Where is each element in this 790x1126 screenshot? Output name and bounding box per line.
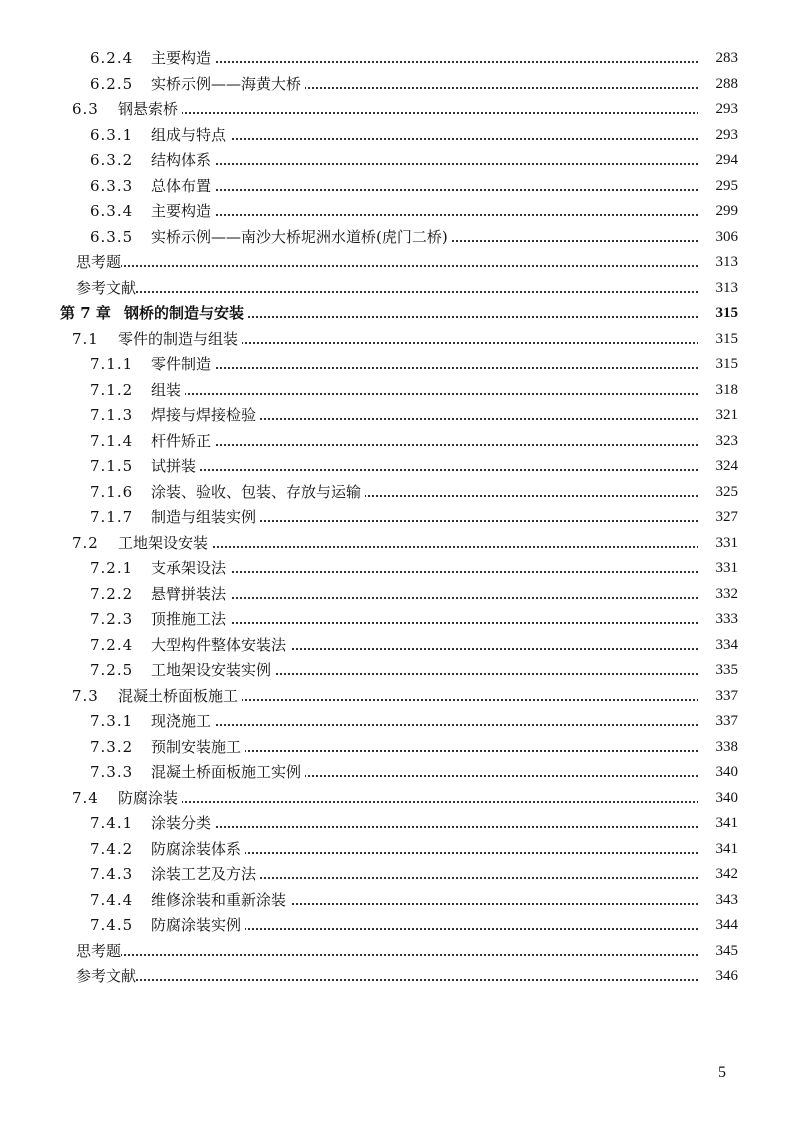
toc-entry-title: 零件制造 bbox=[151, 352, 215, 378]
toc-entry-page: 335 bbox=[698, 658, 738, 684]
toc-entry-page: 313 bbox=[698, 250, 738, 276]
toc-entry-number: 7.2.4 bbox=[90, 635, 134, 654]
dot-leader bbox=[151, 367, 730, 369]
toc-entry-title: 工地架设安装 bbox=[118, 531, 212, 557]
toc-entry-page: 340 bbox=[698, 760, 738, 786]
toc-entry bbox=[0, 250, 790, 276]
toc-entry bbox=[0, 148, 790, 174]
toc-entry-page: 346 bbox=[698, 964, 738, 990]
toc-entry-title: 组成与特点 bbox=[151, 123, 230, 149]
toc-entry-number: 7.2.2 bbox=[90, 584, 134, 603]
toc-entry-number: 6.3.1 bbox=[90, 125, 134, 144]
toc-entry-title: 工地架设安装实例 bbox=[151, 658, 275, 684]
toc-entry-page: 288 bbox=[698, 72, 738, 98]
dot-leader bbox=[151, 189, 730, 191]
toc-entry bbox=[0, 735, 790, 761]
toc-entry bbox=[0, 939, 790, 965]
dot-leader bbox=[76, 979, 730, 981]
toc-entry-title: 防腐涂装实例 bbox=[151, 913, 245, 939]
dot-leader bbox=[118, 801, 730, 803]
toc-entry-title: 主要构造 bbox=[151, 199, 215, 225]
toc-entry-title: 钢悬索桥 bbox=[118, 97, 182, 123]
toc-entry bbox=[0, 276, 790, 302]
toc-entry bbox=[0, 811, 790, 837]
toc-entry bbox=[0, 403, 790, 429]
toc-entry-number: 7.4.2 bbox=[90, 839, 134, 858]
toc-entry-page: 331 bbox=[698, 531, 738, 557]
toc-entry-page: 294 bbox=[698, 148, 738, 174]
toc-entry-page: 315 bbox=[698, 352, 738, 378]
toc-entry-page: 343 bbox=[698, 888, 738, 914]
toc-entry-number: 6.2.5 bbox=[90, 74, 134, 93]
toc-entry-title: 防腐涂装 bbox=[118, 786, 182, 812]
toc-entry-page: 293 bbox=[698, 123, 738, 149]
toc-entry-number: 7.4.3 bbox=[90, 865, 134, 883]
toc-entry bbox=[0, 888, 790, 914]
dot-leader bbox=[151, 138, 730, 140]
toc-entry-title: 混凝土桥面板施工 bbox=[118, 684, 242, 710]
toc-entry bbox=[0, 301, 790, 327]
toc-entry-number: 6.3.4 bbox=[90, 202, 134, 220]
toc-entry-title: 顶推施工法 bbox=[151, 607, 230, 633]
toc-entry-page: 340 bbox=[698, 786, 738, 812]
toc-entry-title: 组装 bbox=[151, 378, 185, 404]
toc-entry-page: 331 bbox=[698, 556, 738, 582]
toc-entry-title: 制造与组装实例 bbox=[151, 505, 260, 531]
toc-entry bbox=[0, 352, 790, 378]
toc-entry-page: 295 bbox=[698, 174, 738, 200]
toc-entry-page: 318 bbox=[698, 378, 738, 404]
toc-entry-title: 现浇施工 bbox=[151, 709, 215, 735]
toc-entry-page: 341 bbox=[698, 837, 738, 863]
toc-entry bbox=[0, 174, 790, 200]
toc-entry-number: 6.3.2 bbox=[90, 151, 134, 169]
toc-entry bbox=[0, 378, 790, 404]
toc-entry bbox=[0, 72, 790, 98]
toc-entry-title: 主要构造 bbox=[151, 46, 215, 72]
toc-entry-title: 支承架设法 bbox=[151, 556, 230, 582]
toc-entry-number: 7.3.3 bbox=[90, 763, 134, 781]
toc-entry bbox=[0, 709, 790, 735]
toc-entry bbox=[0, 582, 790, 608]
toc-entry bbox=[0, 505, 790, 531]
toc-entry-number: 7.4 bbox=[72, 788, 99, 807]
toc-entry-number: 7.1.6 bbox=[90, 482, 134, 501]
toc-entry-page: 283 bbox=[698, 46, 738, 72]
dot-leader bbox=[151, 444, 730, 446]
toc-entry-page: 334 bbox=[698, 633, 738, 659]
toc-entry-page: 299 bbox=[698, 199, 738, 225]
dot-leader bbox=[151, 469, 730, 471]
dot-leader bbox=[76, 954, 730, 956]
toc-entry-title: 涂装、验收、包装、存放与运输 bbox=[151, 480, 365, 506]
toc-entry bbox=[0, 480, 790, 506]
dot-leader bbox=[151, 393, 730, 395]
dot-leader bbox=[151, 826, 730, 828]
toc-entry-title: 总体布置 bbox=[151, 174, 215, 200]
toc-entry bbox=[0, 684, 790, 710]
toc-entry-page: 315 bbox=[698, 301, 738, 327]
toc-entry-title: 防腐涂装体系 bbox=[151, 837, 245, 863]
toc-entry-number: 7.1.7 bbox=[90, 508, 134, 526]
toc-entry bbox=[0, 633, 790, 659]
toc-entry bbox=[0, 837, 790, 863]
toc-entry-number: 7.2 bbox=[72, 533, 99, 552]
toc-entry bbox=[0, 786, 790, 812]
dot-leader bbox=[151, 724, 730, 726]
toc-entry bbox=[0, 199, 790, 225]
toc-entry-page: 341 bbox=[698, 811, 738, 837]
toc-entry-number: 7.1.1 bbox=[90, 355, 134, 373]
dot-leader bbox=[151, 61, 730, 63]
toc-entry-page: 345 bbox=[698, 939, 738, 965]
toc-entry-page: 325 bbox=[698, 480, 738, 506]
toc-entry-number: 7.3 bbox=[72, 686, 99, 705]
toc-entry-number: 6.2.4 bbox=[90, 49, 134, 67]
toc-entry-page: 337 bbox=[698, 684, 738, 710]
toc-entry-page: 342 bbox=[698, 862, 738, 888]
toc-entry-title: 维修涂装和重新涂装 bbox=[151, 888, 290, 914]
toc-entry-title: 零件的制造与组装 bbox=[118, 327, 242, 353]
toc-entry-number: 7.1.3 bbox=[90, 406, 134, 424]
toc-entry-title: 实桥示例——南沙大桥坭洲水道桥(虎门二桥) bbox=[151, 225, 452, 251]
toc-entry-title: 参考文献 bbox=[76, 964, 136, 990]
toc-entry-number: 第 7 章 bbox=[60, 304, 111, 322]
toc-entry-page: 321 bbox=[698, 403, 738, 429]
toc-entry bbox=[0, 964, 790, 990]
dot-leader bbox=[151, 214, 730, 216]
dot-leader bbox=[151, 622, 730, 624]
toc-entry-page: 338 bbox=[698, 735, 738, 761]
toc-entry-title: 悬臂拼装法 bbox=[151, 582, 230, 608]
toc-entry-page: 323 bbox=[698, 429, 738, 455]
toc-entry-page: 327 bbox=[698, 505, 738, 531]
dot-leader bbox=[151, 571, 730, 573]
toc-entry-title: 杆件矫正 bbox=[151, 429, 215, 455]
table-of-contents bbox=[0, 46, 790, 990]
toc-entry-page: 313 bbox=[698, 276, 738, 302]
toc-entry bbox=[0, 225, 790, 251]
toc-entry-title: 预制安装施工 bbox=[151, 735, 245, 761]
toc-entry-number: 7.1.2 bbox=[90, 380, 134, 399]
toc-entry-title: 试拼装 bbox=[151, 454, 200, 480]
toc-entry bbox=[0, 658, 790, 684]
toc-entry-page: 344 bbox=[698, 913, 738, 939]
toc-entry bbox=[0, 760, 790, 786]
toc-entry-number: 7.2.5 bbox=[90, 661, 134, 679]
toc-entry-number: 7.4.1 bbox=[90, 814, 134, 832]
dot-leader bbox=[151, 163, 730, 165]
toc-entry-page: 324 bbox=[698, 454, 738, 480]
toc-entry bbox=[0, 123, 790, 149]
toc-entry bbox=[0, 862, 790, 888]
toc-entry bbox=[0, 97, 790, 123]
toc-entry-title: 钢桥的制造与安装 bbox=[124, 301, 248, 327]
toc-entry-title: 实桥示例——海黄大桥 bbox=[151, 72, 305, 98]
toc-entry-title: 参考文献 bbox=[76, 276, 136, 302]
toc-entry-title: 混凝土桥面板施工实例 bbox=[151, 760, 305, 786]
toc-entry-title: 大型构件整体安装法 bbox=[151, 633, 290, 659]
toc-entry-page: 315 bbox=[698, 327, 738, 353]
toc-entry-number: 7.1 bbox=[72, 329, 99, 348]
toc-entry-title: 思考题 bbox=[76, 939, 121, 965]
toc-entry bbox=[0, 913, 790, 939]
dot-leader bbox=[76, 265, 730, 267]
toc-entry-page: 332 bbox=[698, 582, 738, 608]
toc-entry bbox=[0, 454, 790, 480]
toc-entry-title: 涂装分类 bbox=[151, 811, 215, 837]
toc-entry-title: 焊接与焊接检验 bbox=[151, 403, 260, 429]
toc-entry-title: 涂装工艺及方法 bbox=[151, 862, 260, 888]
toc-entry-page: 333 bbox=[698, 607, 738, 633]
toc-entry-number: 7.1.5 bbox=[90, 457, 134, 475]
toc-entry-page: 293 bbox=[698, 97, 738, 123]
toc-entry-number: 7.3.1 bbox=[90, 712, 134, 730]
dot-leader bbox=[151, 597, 730, 599]
toc-entry-number: 7.2.3 bbox=[90, 610, 134, 628]
toc-entry bbox=[0, 327, 790, 353]
toc-entry bbox=[0, 46, 790, 72]
toc-entry-number: 7.1.4 bbox=[90, 431, 134, 450]
toc-entry-number: 7.4.5 bbox=[90, 916, 134, 934]
toc-entry-title: 思考题 bbox=[76, 250, 121, 276]
toc-entry-title: 结构体系 bbox=[151, 148, 215, 174]
toc-entry-number: 7.2.1 bbox=[90, 559, 134, 577]
toc-entry bbox=[0, 531, 790, 557]
dot-leader bbox=[118, 112, 730, 114]
toc-entry bbox=[0, 429, 790, 455]
toc-entry-page: 337 bbox=[698, 709, 738, 735]
toc-entry-number: 6.3.5 bbox=[90, 227, 134, 246]
dot-leader bbox=[76, 291, 730, 293]
toc-entry-number: 6.3 bbox=[72, 100, 99, 118]
toc-entry-number: 7.4.4 bbox=[90, 890, 134, 909]
toc-entry-number: 7.3.2 bbox=[90, 737, 134, 756]
page-number: 5 bbox=[718, 1064, 726, 1081]
toc-entry bbox=[0, 556, 790, 582]
toc-entry bbox=[0, 607, 790, 633]
toc-entry-number: 6.3.3 bbox=[90, 176, 134, 195]
toc-entry-page: 306 bbox=[698, 225, 738, 251]
